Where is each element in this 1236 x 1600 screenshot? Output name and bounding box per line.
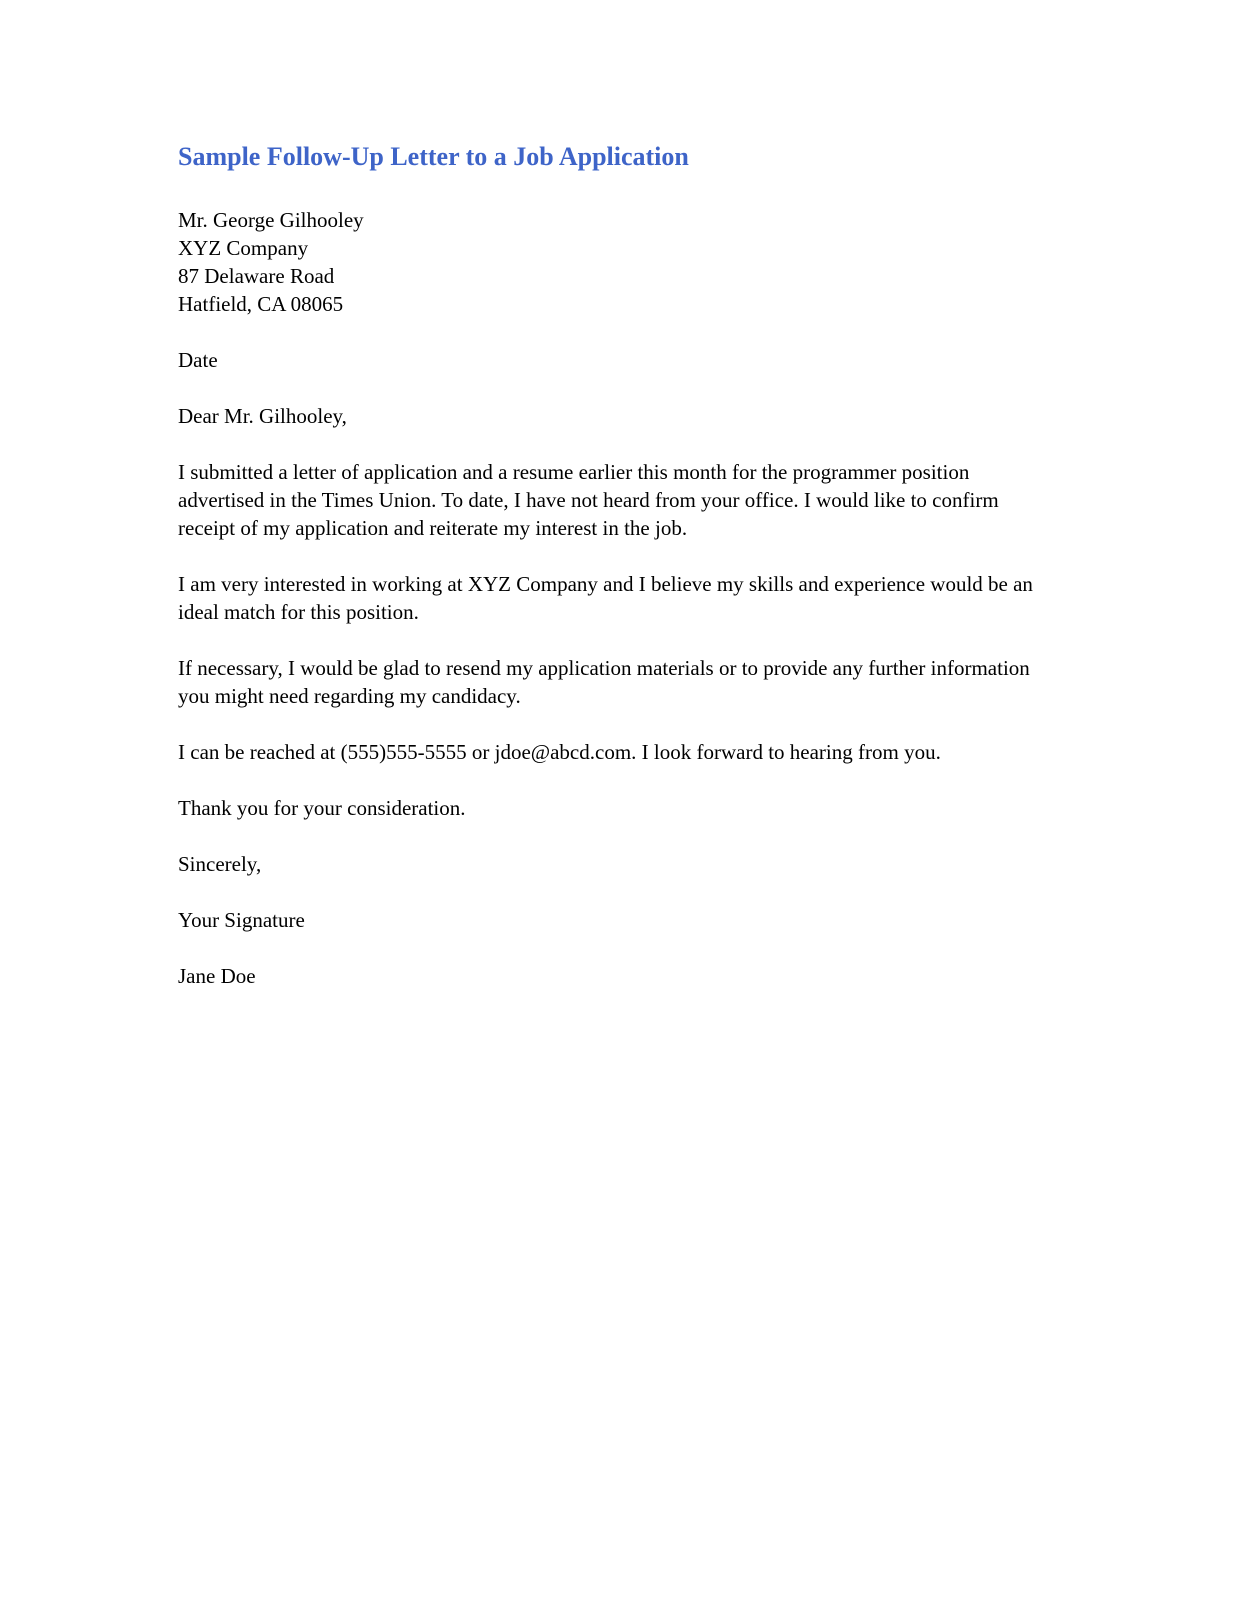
body-paragraph: I am very interested in working at XYZ Company and I believe my skills and experience would be an ideal match for this position. — [178, 572, 1033, 624]
recipient-address-block — [178, 206, 1034, 318]
signoff: Sincerely, — [178, 852, 262, 876]
recipient-company: XYZ Company — [178, 236, 309, 260]
body-paragraph: I submitted a letter of application and a resume earlier this month for the programmer position advertised in the Times Union. To date, I have not heard from your office. I would like to confirm receipt of my application and reiterate my interest in the job. — [178, 460, 999, 540]
salutation: Dear Mr. Gilhooley, — [178, 404, 347, 428]
recipient-street: 87 Delaware Road — [178, 264, 335, 288]
recipient-city-state-zip: Hatfield, CA 08065 — [178, 292, 344, 316]
date-line: Date — [178, 348, 218, 372]
closing-thanks: Thank you for your consideration. — [178, 796, 466, 820]
letter-content — [178, 142, 1034, 1018]
recipient-name: Mr. George Gilhooley — [178, 208, 364, 232]
body-paragraph: I can be reached at (555)555-5555 or jdoe@abcd.com. I look forward to hearing from you. — [178, 740, 941, 764]
body-paragraph: If necessary, I would be glad to resend my application materials or to provide any further information you might need regarding my candidacy. — [178, 656, 1030, 708]
page-title: Sample Follow-Up Letter to a Job Application — [178, 142, 689, 171]
signed-name: Jane Doe — [178, 964, 256, 988]
signature-placeholder: Your Signature — [178, 908, 305, 932]
